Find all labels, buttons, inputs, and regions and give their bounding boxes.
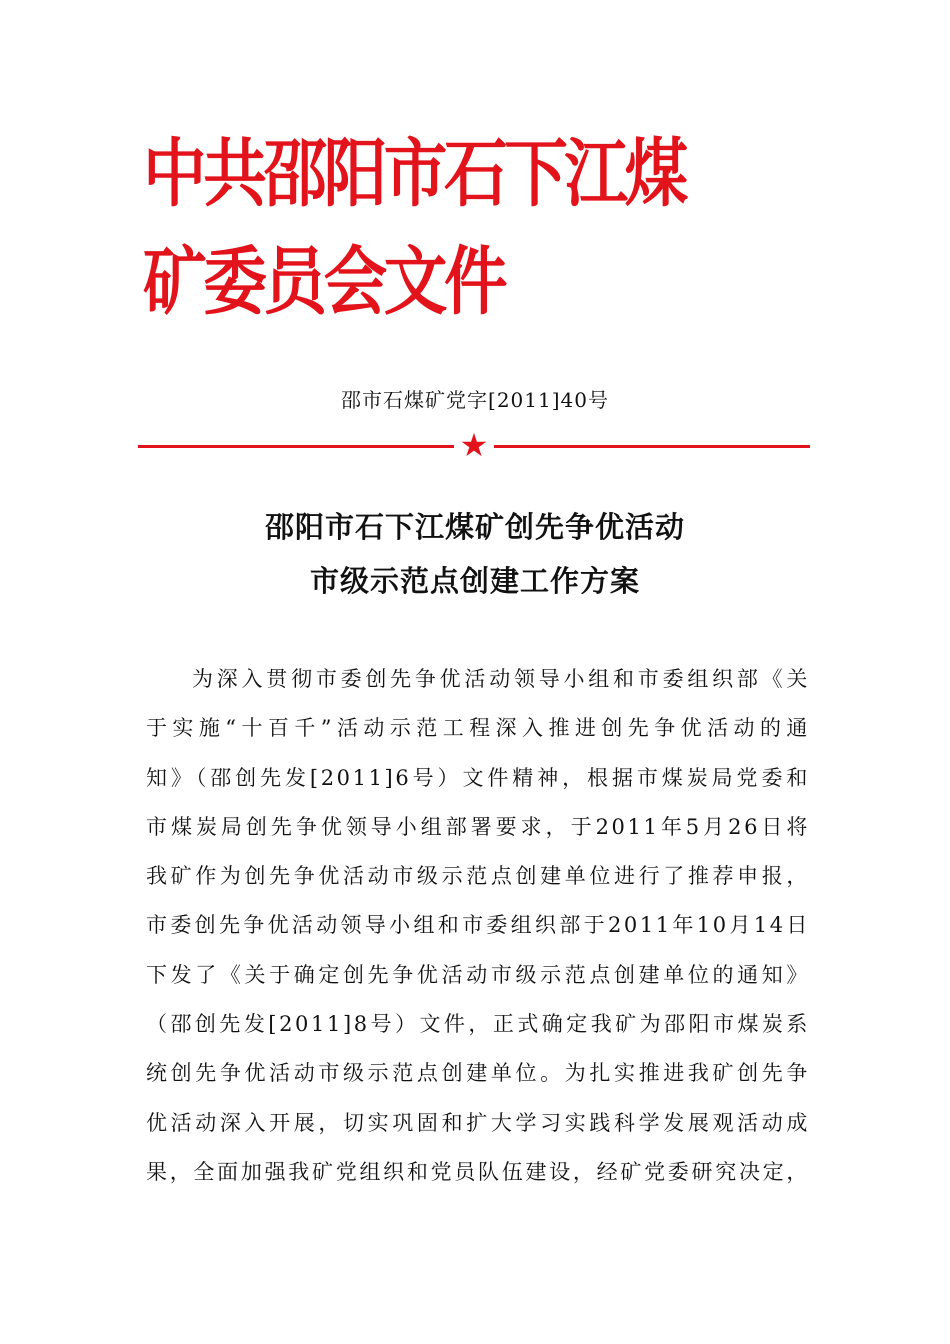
body-line: 果，全面加强我矿党组织和党员队伍建设，经矿党委研究决定， [146, 1159, 810, 1184]
red-divider [138, 426, 810, 464]
document-title-line-2: 市级示范点创建工作方案 [309, 564, 640, 598]
body-line: 下发了《关于确定创先争优活动市级示范点创建单位的通知》 [146, 962, 810, 987]
body-line: 为深入贯彻市委创先争优活动领导小组和市委组织部《关 [192, 667, 810, 691]
body-line: 知》（邵创先发[2011]6号）文件精神，根据市煤炭局党委和 [146, 765, 810, 790]
red-header-title: 中共邵阳市石下江煤矿委员会文件 [143, 131, 685, 325]
body-line: （邵创先发[2011]8号）文件，正式确定我矿为邵阳市煤炭系 [146, 1012, 810, 1037]
body-line: 我矿作为创先争优活动市级示范点创建单位进行了推荐申报， [146, 864, 810, 889]
body-line: 市煤炭局创先争优领导小组部署要求，于2011年5月26日将 [146, 814, 810, 839]
body-line: 市委创先争优活动领导小组和市委组织部于2011年10月14日 [146, 913, 810, 938]
body-paragraph [146, 655, 810, 1197]
body-line: 优活动深入开展，切实巩固和扩大学习实践科学发展观活动成 [146, 1110, 810, 1135]
body-line: 于实施“十百千”活动示范工程深入推进创先争优活动的通 [146, 716, 810, 741]
divider-line-right [494, 445, 810, 448]
document-number: 邵市石煤矿党字[2011]40号 [341, 388, 609, 412]
document-title-line-1: 邵阳市石下江煤矿创先争优活动 [264, 510, 685, 544]
divider-line-left [138, 445, 454, 448]
body-line: 统创先争优活动市级示范点创建单位。为扎实推进我矿创先争 [146, 1061, 810, 1086]
star-icon: ★ [459, 426, 489, 464]
